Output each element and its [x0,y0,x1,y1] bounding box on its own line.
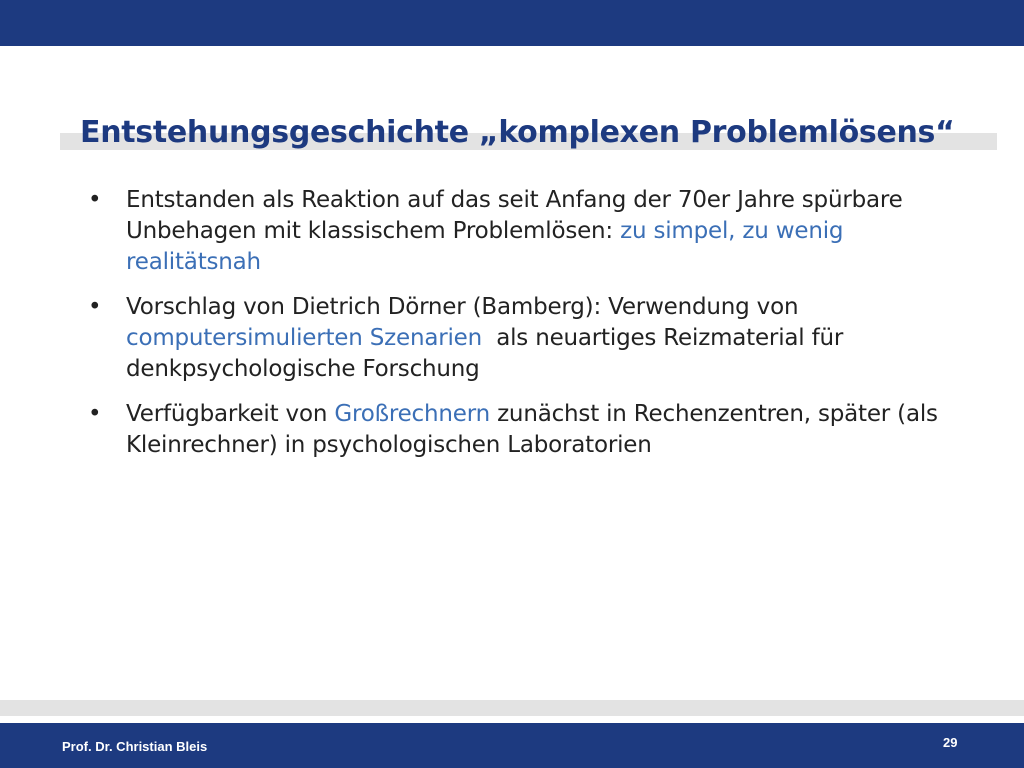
bullet-text: zunächst in Rechenzentren, später (als Kleinrechner) in psychologischen Laboratorien [126,401,938,458]
top-header-bar [0,0,1024,46]
bullet-highlight: Großrechnern [334,401,490,427]
slide-title: Entstehungsgeschichte „komplexen Problemlösens“ [80,115,955,150]
bullet-text: Vorschlag von Dietrich Dörner (Bamberg): Verwendung von [126,294,799,320]
footer-author: Prof. Dr. Christian Bleis [62,739,208,754]
bullet-text: Entstanden als Reaktion auf das seit Anfang der 70er Jahre spürbare Unbehagen mit klassischem Problemlösen: [126,187,903,244]
bullet-item [80,185,960,278]
footer-stripe [0,700,1024,716]
bullet-item [80,399,960,461]
bullet-marker: • [88,294,102,320]
bullet-item [80,292,960,385]
bullet-list [80,185,960,475]
bullet-marker: • [88,401,102,427]
bullet-marker: • [88,187,102,213]
bullet-text: Verfügbarkeit von [126,401,335,427]
bullet-highlight: computersimulierten Szenarien [126,325,482,351]
bullet-highlight: zu simpel, zu wenig realitätsnah [126,218,844,275]
page-number: 29 [943,735,958,750]
bullet-text: als neuartiges Reizmaterial für denkpsychologische Forschung [126,325,851,382]
